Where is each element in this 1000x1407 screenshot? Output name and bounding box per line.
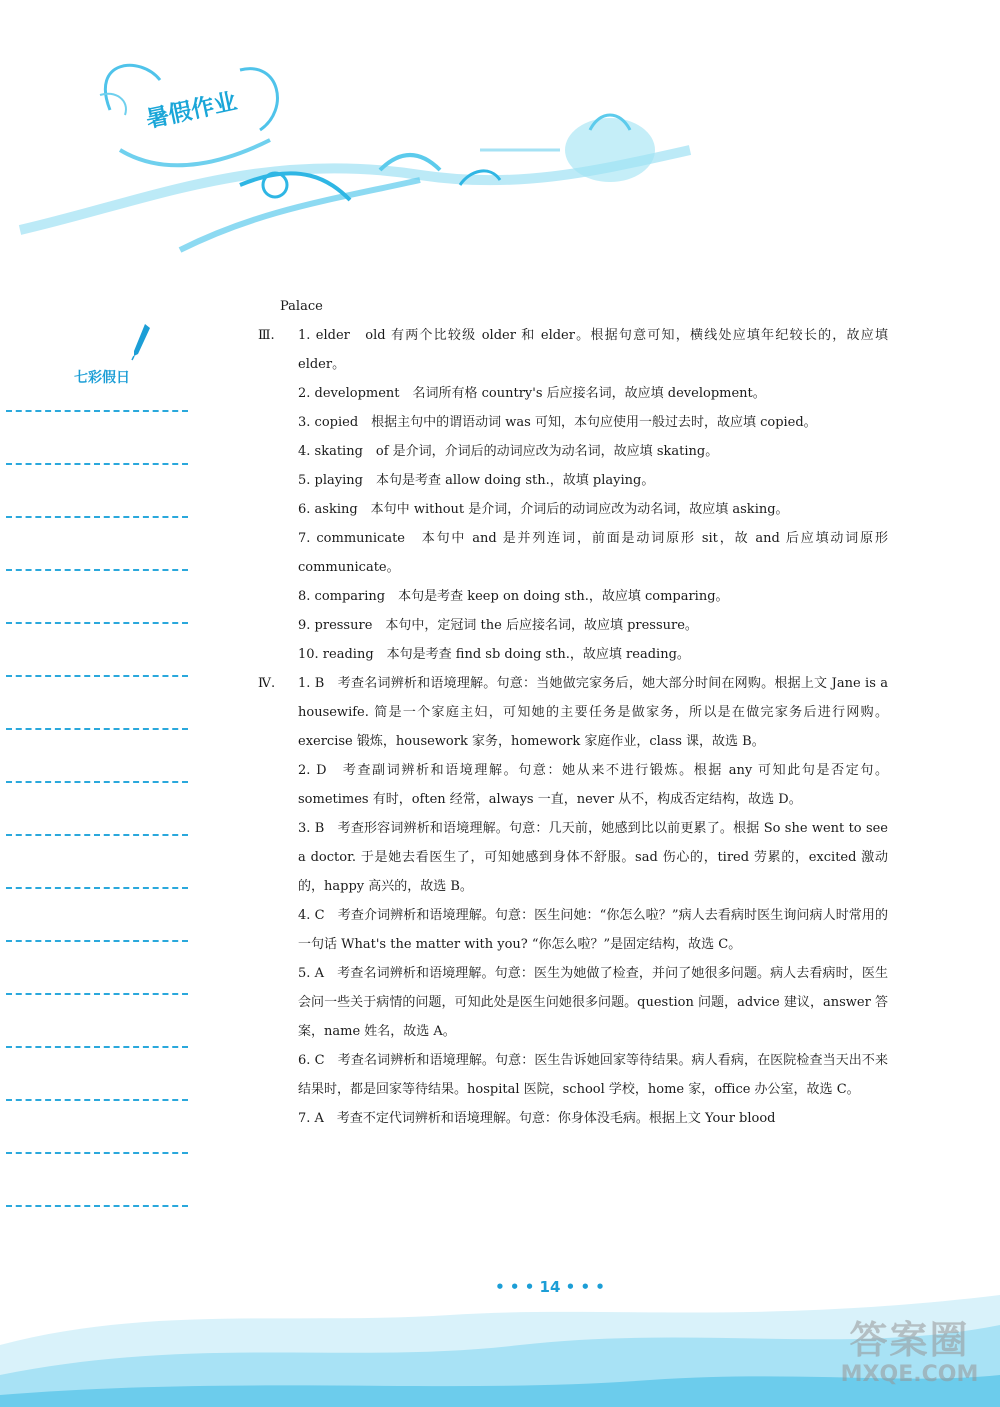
section-label: Ⅲ. (258, 328, 275, 343)
note-line (6, 463, 188, 465)
answer-item: 4. C 考查介词辨析和语境理解。句意：医生问她：“你怎么啦？”病人去看病时医生询问病人时常用的一句话 What's the matter with you? “你怎么啦？”是固定结构，故选 C。 (298, 908, 888, 952)
note-line (6, 569, 188, 571)
answer-item: 3. B 考查形容词辨析和语境理解。句意：几天前，她感到比以前更累了。根据 So she went to see a doctor. 于是她去看医生了，可知她感到身体不舒服。sad 伤心的，tired 劳累的，excited 激动的，happy 高兴的，故选 B。 (298, 821, 888, 894)
note-line (6, 675, 188, 677)
site-watermark (822, 1318, 997, 1388)
banner-title: 暑假作业 (143, 88, 240, 134)
answer-item: 8. comparing 本句是考查 keep on doing sth.，故应填 comparing。 (298, 589, 729, 604)
note-line (6, 1099, 188, 1101)
note-line (6, 410, 188, 412)
watermark-cn: 答案圈 (849, 1318, 970, 1362)
answer-item: 7. A 考查不定代词辨析和语境理解。句意：你身体没毛病。根据上文 Your blood (298, 1111, 776, 1126)
pen-icon (130, 322, 152, 362)
section-label: Ⅳ. (258, 676, 276, 691)
note-line (6, 887, 188, 889)
answer-item: 5. A 考查名词辨析和语境理解。句意：医生为她做了检查，并问了她很多问题。病人去看病时，医生会问一些关于病情的问题，可知此处是医生问她很多问题。question 问题，advice 建议，answer 答案，name 姓名，故选 A。 (298, 966, 888, 1039)
answer-item: 1. B 考查名词辨析和语境理解。句意：当她做完家务后，她大部分时间在网购。根据上文 Jane is a housewife. 简是一个家庭主妇，可知她的主要任务是做家务，所以是在做完家务后进行网购。exercise 锻炼，housework 家务，homework 家庭作业，class 课，故选 B。 (298, 676, 888, 749)
answer-item: 5. playing 本句是考查 allow doing sth.，故填 playing。 (298, 473, 655, 488)
continuation-text: Palace (280, 299, 323, 314)
section-iv (258, 669, 888, 1133)
answer-item: 6. C 考查名词辨析和语境理解。句意：医生告诉她回家等待结果。病人看病，在医院检查当天出不来结果时，都是回家等待结果。hospital 医院，school 学校，home 家，office 办公室，故选 C。 (298, 1053, 888, 1097)
answer-item: 7. communicate 本句中 and 是并列连词，前面是动词原形 sit，故 and 后应填动词原形 communicate。 (298, 531, 888, 575)
note-line (6, 940, 188, 942)
note-line (6, 781, 188, 783)
section-iii (258, 321, 888, 669)
note-line (6, 1152, 188, 1154)
answer-item: 2. D 考查副词辨析和语境理解。句意：她从来不进行锻炼。根据 any 可知此句是否定句。sometimes 有时，often 经常，always 一直，never 从不，构成否定结构，故选 D。 (298, 763, 888, 807)
answer-item: 4. skating of 是介词，介词后的动词应改为动名词，故应填 skating。 (298, 444, 719, 459)
note-line (6, 993, 188, 995)
note-line (6, 516, 188, 518)
note-line (6, 622, 188, 624)
answer-item: 6. asking 本句中 without 是介词，介词后的动词应改为动名词，故应填 asking。 (298, 502, 789, 517)
answer-item: 1. elder old 有两个比较级 older 和 elder。根据句意可知，横线处应填年纪较长的，故应填 elder。 (298, 328, 888, 372)
answer-content (258, 292, 888, 1133)
answer-item: 9. pressure 本句中，定冠词 the 后应接名词，故应填 pressure。 (298, 618, 698, 633)
watermark-en: MXQE.COM (840, 1362, 979, 1387)
answer-item: 2. development 名词所有格 country's 后应接名词，故应填 development。 (298, 386, 766, 401)
sidebar-title: 七彩假日 (74, 370, 130, 386)
note-line (6, 728, 188, 730)
note-line (6, 1046, 188, 1048)
answer-item: 10. reading 本句是考查 find sb doing sth.，故应填 reading。 (298, 647, 690, 662)
note-line (6, 1205, 188, 1207)
page-number: • • • 14 • • • (495, 1278, 605, 1296)
answer-item: 3. copied 根据主句中的谓语动词 was 可知，本句应使用一般过去时，故应填 copied。 (298, 415, 817, 430)
header-floral-decoration (0, 0, 700, 260)
note-line (6, 834, 188, 836)
